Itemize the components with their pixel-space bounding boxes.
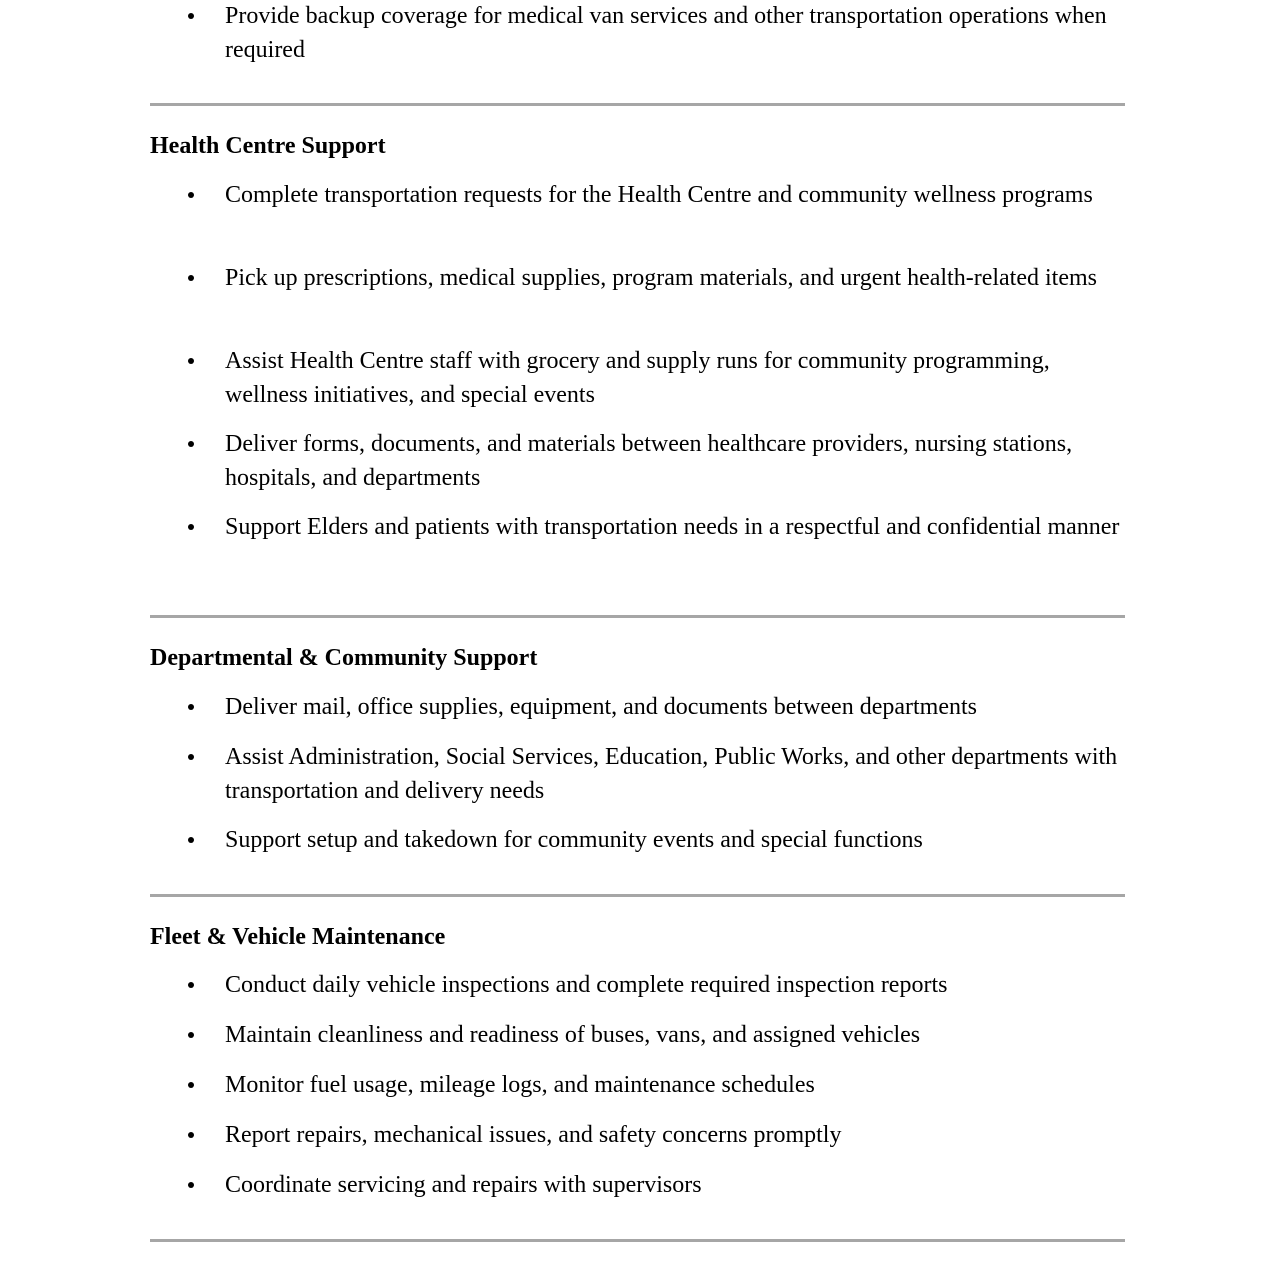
list-item-text: Monitor fuel usage, mileage logs, and maintenance schedules [225,1072,815,1098]
list-item-text: Report repairs, mechanical issues, and safety concerns promptly [225,1122,842,1148]
list-item-text: Support Elders and patients with transportation needs in a respectful and confidential manner [225,514,1120,540]
list-item-text: Conduct daily vehicle inspections and complete required inspection reports [225,972,948,998]
list-item-text: Deliver mail, office supplies, equipment, and documents between departments [225,694,978,720]
section-divider [150,894,1125,897]
list-item-text: Pick up prescriptions, medical supplies, program materials, and urgent health-related items [225,265,1097,291]
bullet-icon [188,275,194,281]
list-item-text: Assist Administration, Social Services, Education, Public Works, and other departments with transportation and delivery needs [225,744,1118,804]
list-item-text: Deliver forms, documents, and materials between healthcare providers, nursing stations, hospitals, and departments [225,431,1073,491]
section-divider [150,1239,1125,1242]
bullet-icon [188,358,194,364]
bullet-icon [188,1182,194,1188]
list-item-text: Assist Health Centre staff with grocery and supply runs for community programming, wellness initiatives, and special events [225,348,1050,408]
bullet-icon [188,754,194,760]
bullet-icon [188,13,194,19]
list-item-text: Coordinate servicing and repairs with supervisors [225,1172,702,1198]
bullet-icon [188,192,194,198]
section-heading: Fleet & Vehicle Maintenance [150,924,446,950]
bullet-icon [188,1082,194,1088]
section-heading: Departmental & Community Support [150,645,538,671]
bullet-icon [188,837,194,843]
list-item-text: Maintain cleanliness and readiness of buses, vans, and assigned vehicles [225,1022,921,1048]
bullet-icon [188,1032,194,1038]
list-item-text: Support setup and takedown for community events and special functions [225,827,923,853]
bullet-icon [188,524,194,530]
section-heading: Health Centre Support [150,133,386,159]
list-item-text: Provide backup coverage for medical van services and other transportation operations when required [225,3,1107,63]
bullet-icon [188,704,194,710]
bullet-icon [188,1132,194,1138]
section-divider [150,103,1125,106]
section-divider [150,615,1125,618]
bullet-icon [188,982,194,988]
list-item-text: Complete transportation requests for the Health Centre and community wellness programs [225,182,1093,208]
bullet-icon [188,441,194,447]
